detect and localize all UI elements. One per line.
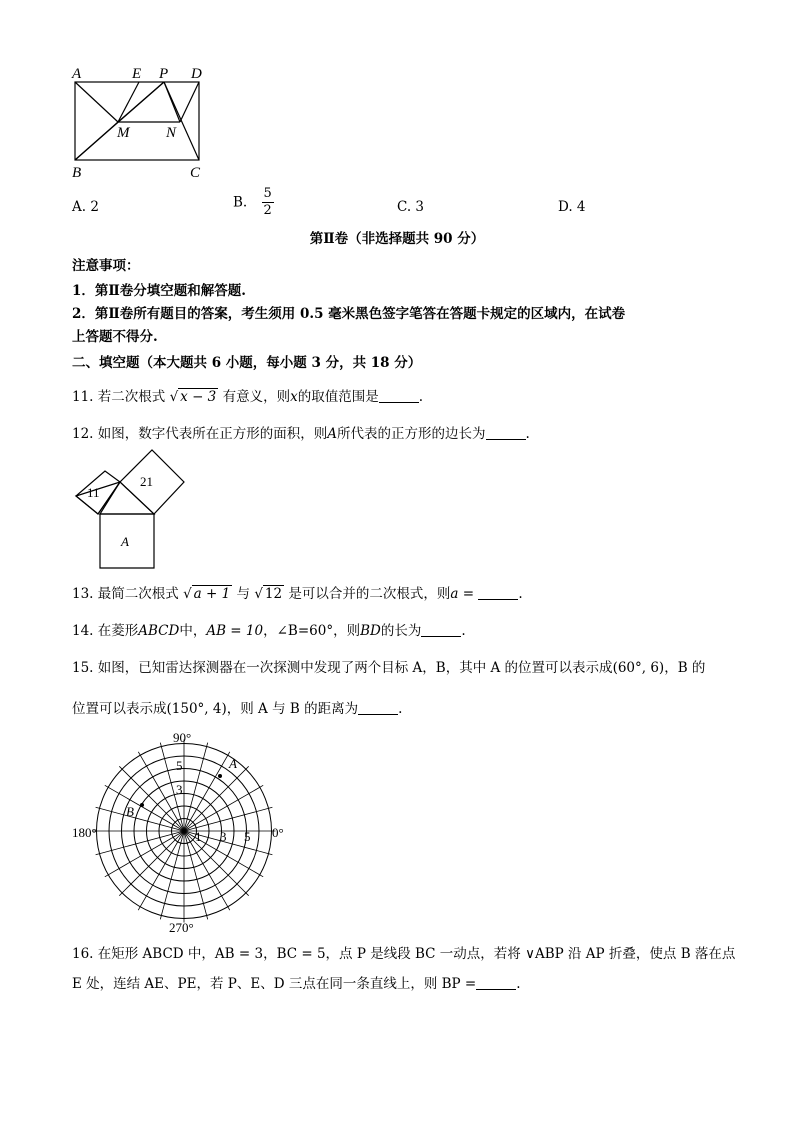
radar-spoke <box>105 831 184 877</box>
seg-am <box>75 82 118 122</box>
q14-text2: ，则 <box>333 623 361 639</box>
sqrt-sign: √ <box>169 389 179 405</box>
label-e: E <box>132 66 142 82</box>
q11-radicand: x − 3 <box>180 389 217 405</box>
q14-abcd: ABCD <box>138 623 180 639</box>
section2-title: 第Ⅱ卷（非选择题共 90 分） <box>309 231 485 247</box>
q15-answer-blank[interactable] <box>358 700 398 715</box>
radar-spoke <box>184 831 249 896</box>
q15-line2-end: ，则 A 与 B 的距离为 <box>226 701 359 717</box>
option-b-label: B. <box>233 194 248 211</box>
q13-end: . <box>518 586 523 602</box>
question-16-line-1: 16. 在矩形 ABCD 中，AB = 3，BC = 5，点 P 是线段 BC 一动点，若将 ∨ABP 沿 AP 折叠，使点 B 落在点 <box>72 946 736 962</box>
squares-figure <box>70 448 190 572</box>
target-point-a <box>218 774 222 778</box>
degree-label-270: 270° <box>169 920 194 935</box>
radar-spoke <box>184 752 230 831</box>
q12-answer-blank[interactable] <box>486 425 526 440</box>
q16-end: . <box>516 976 521 992</box>
radar-spoke <box>105 785 184 831</box>
option-d[interactable]: D. 4 <box>558 199 586 215</box>
ring-label-3-vertical: 3 <box>176 782 183 797</box>
q14-answer-blank[interactable] <box>421 622 461 637</box>
q13-var: a = <box>450 586 475 602</box>
rectangle-figure <box>66 60 216 184</box>
seg-em <box>118 82 139 122</box>
label-area-11: 11 <box>87 485 100 500</box>
radar-spoke <box>184 766 249 831</box>
fraction-denominator: 2 <box>263 203 272 218</box>
notes-heading: 注意事项： <box>72 258 140 274</box>
label-p: P <box>159 66 169 82</box>
radar-spoke <box>119 766 184 831</box>
q11-middle: 有意义，则 <box>222 389 291 405</box>
q16-line2: E 处，连结 AE、PE，若 P、E、D 三点在同一条直线上，则 BP = <box>72 976 477 992</box>
label-c: C <box>190 165 201 181</box>
q14-sep: ， <box>263 623 277 639</box>
q13-radicand-1: a + 1 <box>193 586 231 602</box>
q14-ab: AB = 10 <box>206 623 264 639</box>
option-c[interactable]: C. 3 <box>397 199 425 215</box>
q15-line1-end: ，B 的 <box>664 660 706 676</box>
q14-end: . <box>461 623 466 639</box>
degree-label-0: 0° <box>272 825 284 840</box>
q12-var: A <box>327 426 338 442</box>
degree-label-180: 180° <box>72 825 97 840</box>
ring-label-1-horizontal: 1 <box>195 829 202 844</box>
seg-dn <box>180 82 199 122</box>
question-15-line-2 <box>72 700 402 718</box>
q15-line2-start: 位置可以表示成 <box>72 701 167 717</box>
label-area-21: 21 <box>140 474 153 489</box>
radar-figure <box>66 726 306 936</box>
q11-suffix: 的取值范围是 <box>297 389 379 405</box>
ring-label-3-horizontal: 3 <box>220 829 227 844</box>
option-b[interactable] <box>233 186 274 219</box>
sqrt-sign: √ <box>254 586 263 602</box>
q13-prefix: 13. 最简二次根式 <box>72 586 179 602</box>
radar-spoke <box>119 831 184 896</box>
target-label-b: B <box>126 804 134 819</box>
fraction-numerator: 5 <box>263 186 272 201</box>
label-n: N <box>166 125 177 141</box>
q11-end: . <box>418 389 423 405</box>
notes-item-2-line-2: 上答题不得分. <box>72 329 158 345</box>
sqrt-sign: √ <box>183 586 192 602</box>
q12-text-a: 12. 如图，数字代表所在正方形的面积，则 <box>72 426 328 442</box>
q14-text1: 中， <box>179 623 207 639</box>
q12-text-b: 所代表的正方形的边长为 <box>337 426 486 442</box>
q13-text: 是可以合并的二次根式，则 <box>288 586 451 602</box>
label-m: M <box>117 125 130 141</box>
q13-answer-blank[interactable] <box>478 585 518 600</box>
label-a: A <box>72 66 82 82</box>
q13-mid: 与 <box>236 586 251 602</box>
label-b: B <box>72 165 82 181</box>
option-b-fraction <box>262 186 274 219</box>
ring-label-5-vertical: 5 <box>176 758 183 773</box>
degree-label-90: 90° <box>173 730 192 745</box>
target-label-a: A <box>229 756 237 771</box>
label-area-a: A <box>121 534 129 549</box>
q15-coord-a: (60°, 6) <box>612 660 665 676</box>
ring-label-5-horizontal: 5 <box>244 829 251 844</box>
q14-text3: 的长为 <box>380 623 422 639</box>
q11-prefix: 11. 若二次根式 <box>72 389 166 405</box>
q14-angle: ∠B=60° <box>276 623 334 639</box>
notes-item-1: 1．第Ⅱ卷分填空题和解答题. <box>72 283 246 299</box>
label-d: D <box>191 66 202 82</box>
question-12 <box>72 425 530 443</box>
radar-spoke <box>184 785 263 831</box>
q13-radicand-2: 12 <box>264 586 283 602</box>
q15-end: . <box>398 701 403 717</box>
q16-answer-blank[interactable] <box>476 975 516 990</box>
q12-end: . <box>525 426 530 442</box>
question-13 <box>72 585 523 603</box>
q15-coord-b: (150°, 4) <box>166 701 227 717</box>
target-point-b <box>140 803 144 807</box>
fill-blank-heading: 二、填空题（本大题共 6 小题，每小题 3 分，共 18 分） <box>72 355 422 371</box>
q15-line1: 15. 如图，已知雷达探测器在一次探测中发现了两个目标 A，B，其中 A 的位置可以表示成 <box>72 660 613 676</box>
q11-var: x <box>290 389 298 405</box>
q14-prefix: 14. 在菱形 <box>72 623 139 639</box>
question-15-line-1 <box>72 659 705 677</box>
q11-answer-blank[interactable] <box>379 388 419 403</box>
question-14 <box>72 622 466 640</box>
notes-item-2-line-1: 2．第Ⅱ卷所有题目的答案，考生须用 0.5 毫米黑色签字笔答在答题卡规定的区域内，在试卷 <box>72 306 626 322</box>
question-16-line-2 <box>72 975 521 993</box>
q14-bd: BD <box>360 623 381 639</box>
option-a[interactable]: A. 2 <box>72 199 99 215</box>
question-11 <box>72 388 423 406</box>
radar-spoke <box>138 831 184 910</box>
